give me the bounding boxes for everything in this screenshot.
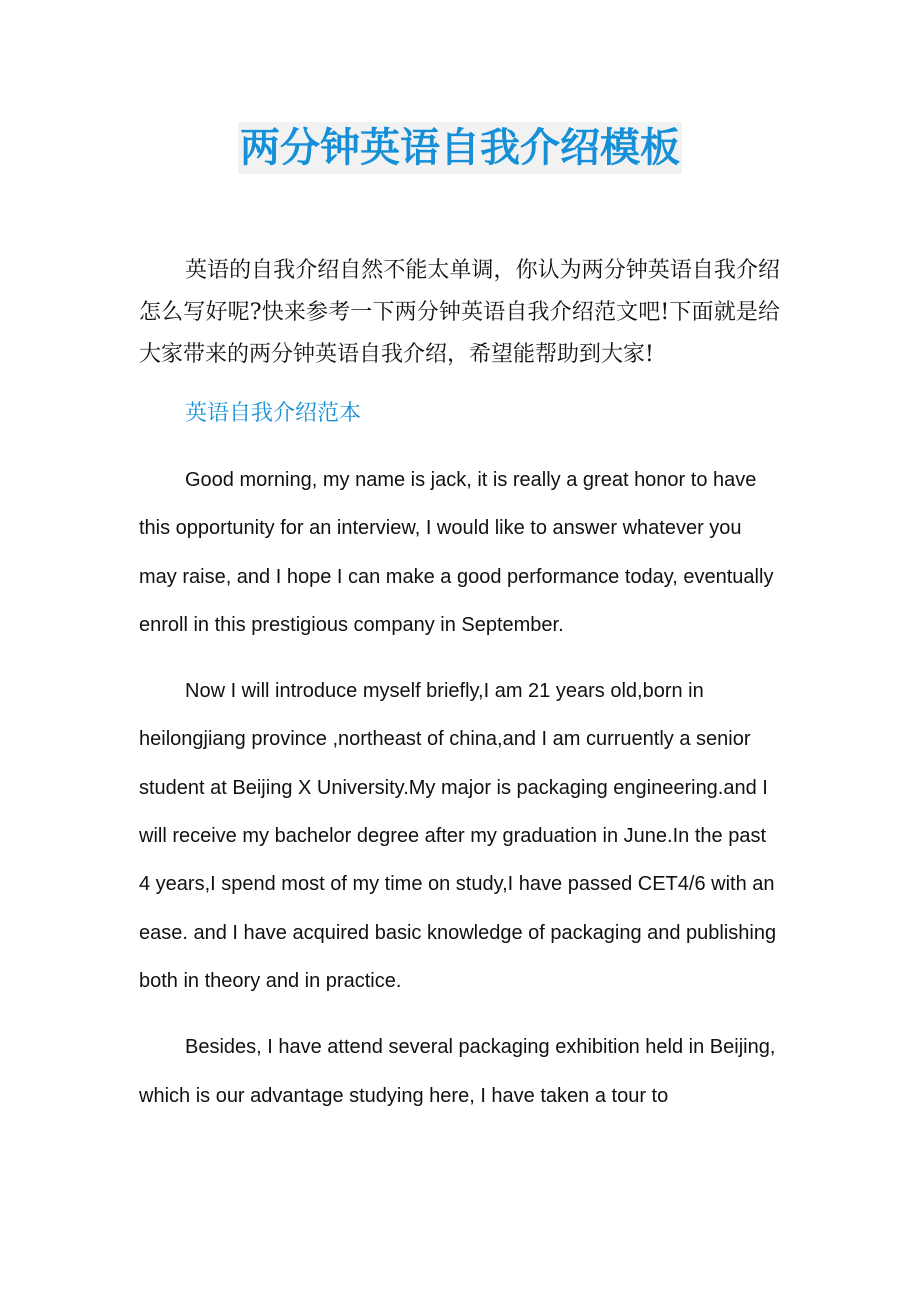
intro-paragraph: 英语的自我介绍自然不能太单调，你认为两分钟英语自我介绍怎么写好呢?快来参考一下两分钟英语自我介绍范文吧!下面就是给大家带来的两分钟英语自我介绍，希望能帮助到大家! bbox=[139, 258, 780, 367]
body-paragraph-3: Besides, I have attend several packaging exhibition held in Beijing, which is our advantage studying here, I have taken a tour to bbox=[139, 1036, 776, 1107]
document-title: 两分钟英语自我介绍模板 bbox=[238, 122, 682, 174]
body-paragraph-2: Now I will introduce myself briefly,I am 21 years old,born in heilongjiang province ,northeast of china,and I am curruently a senior student at Beijing X University.My major is packaging engineering.and I will receive my bachelor degree after my graduation in June.In the past 4 years,I spend most of my time on study,I have passed CET4/6 with an ease. and I have acquired basic knowledge of packaging and publishing both in theory and in practice. bbox=[139, 680, 777, 992]
section-heading: 英语自我介绍范本 bbox=[185, 401, 362, 426]
title-container bbox=[0, 122, 920, 174]
body-paragraph-1: Good morning, my name is jack, it is really a great honor to have this opportunity for an interview, I would like to answer whatever you may raise, and I hope I can make a good performance today, eventually enroll in this prestigious company in September. bbox=[139, 469, 774, 636]
document-body bbox=[139, 250, 780, 1120]
